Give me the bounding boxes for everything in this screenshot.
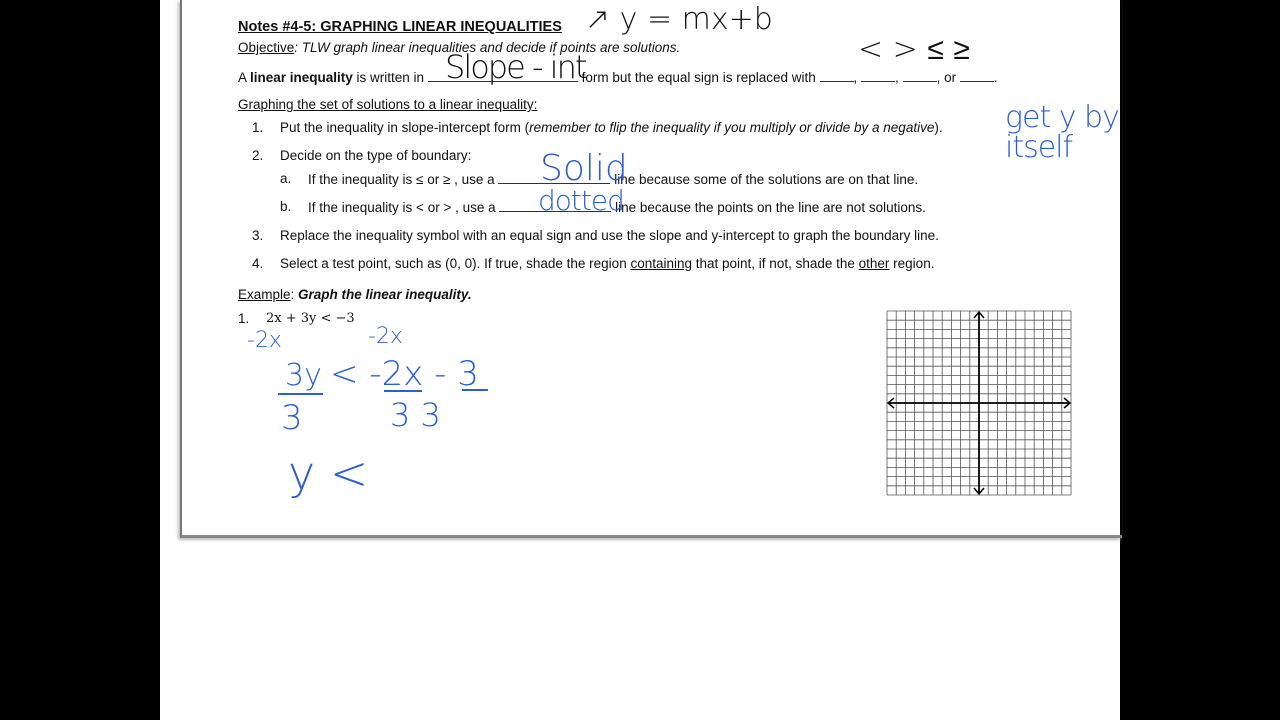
example-text: Graph the linear inequality.: [298, 287, 472, 302]
step-2b: [280, 199, 926, 215]
handwriting-denominator-3: 3: [281, 398, 303, 438]
step-text: Put the inequality in slope-intercept form (: [280, 120, 530, 135]
handwriting-slope-int: Slope - int: [445, 48, 586, 86]
sub-letter: a.: [280, 171, 292, 186]
definition-line: [238, 69, 998, 85]
step-2a: [280, 171, 919, 187]
step-num: 1.: [252, 120, 264, 135]
step-text: Decide on the type of boundary:: [280, 148, 472, 163]
handwriting-symbols: < > ≤ ≥: [858, 32, 970, 67]
handwriting-rhs: < -2x - 3: [330, 354, 479, 394]
problem-expr: 2x + 3y < −3: [266, 311, 355, 326]
coordinate-grid: [886, 310, 1072, 496]
handwriting-minus2x-left: -2x: [247, 328, 282, 353]
handwriting-get-y: get y by: [1005, 100, 1119, 135]
text: is written in: [352, 70, 425, 85]
step-underline: containing: [630, 256, 693, 271]
handwriting-minus2x-right: -2x: [368, 324, 403, 349]
step-text: Select a test point, such as (0, 0). If true, shade the region: [280, 256, 631, 271]
blank: [903, 69, 937, 82]
step-italic: remember to flip the inequality if you multiply or divide by a negative: [529, 120, 935, 135]
sub-letter: b.: [280, 199, 292, 214]
problem-num: 1.: [238, 311, 250, 326]
objective-label: Objective: [238, 40, 295, 55]
example-heading: Example: Graph the linear inequality.: [238, 287, 472, 302]
fraction-bar: [278, 393, 323, 395]
fraction-bar: [462, 389, 488, 391]
step-num: 2.: [252, 148, 264, 163]
blank: [820, 69, 854, 82]
handwriting-denominators: 3 3: [390, 396, 441, 434]
step-end: ).: [934, 120, 943, 135]
step-text: that point, if not, shade the: [692, 256, 859, 271]
handwriting-itself: itself: [1005, 130, 1073, 165]
section-heading: Graphing the set of solutions to a linear inequality:: [238, 97, 538, 112]
step-2: [252, 148, 472, 163]
step-num: 4.: [252, 256, 264, 271]
text: A: [238, 70, 251, 85]
step-1: [252, 120, 943, 135]
sub-text: line because some of the solutions are on that line.: [614, 172, 919, 187]
or: , or: [936, 70, 957, 85]
text: form but the equal sign is replaced with: [581, 70, 816, 85]
handwriting-ymxb: ↗ y = mx+b: [585, 2, 773, 37]
handwriting-3y: 3y: [285, 358, 322, 393]
handwriting-solid: Solid: [540, 148, 628, 189]
sub-text: line because the points on the line are not solutions.: [615, 200, 926, 215]
sub-text: If the inequality is ≤ or ≥ , use a: [308, 172, 495, 187]
example-label: Example: [238, 287, 291, 302]
sub-text: If the inequality is < or > , use a: [308, 200, 496, 215]
objective-text: : TLW graph linear inequalities and decide if points are solutions.: [294, 40, 681, 55]
handwriting-dotted: dotted: [538, 184, 624, 217]
step-3: [252, 228, 939, 243]
problem-1: [238, 311, 355, 326]
blank: [861, 69, 895, 82]
step-4: [252, 256, 935, 271]
term: linear inequality: [250, 70, 353, 85]
comma: ,: [853, 70, 858, 85]
blank: [960, 69, 994, 82]
step-underline: other: [858, 256, 890, 271]
step-num: 3.: [252, 228, 264, 243]
fraction-bar: [384, 390, 422, 392]
page-title: Notes #4-5: GRAPHING LINEAR INEQUALITIES: [238, 19, 562, 35]
handwriting-final: y <: [288, 446, 369, 500]
period: .: [993, 70, 998, 85]
step-text: Replace the inequality symbol with an equal sign and use the slope and y-intercept to graph the boundary line.: [280, 228, 939, 243]
step-text: region.: [889, 256, 935, 271]
comma: ,: [895, 70, 899, 85]
